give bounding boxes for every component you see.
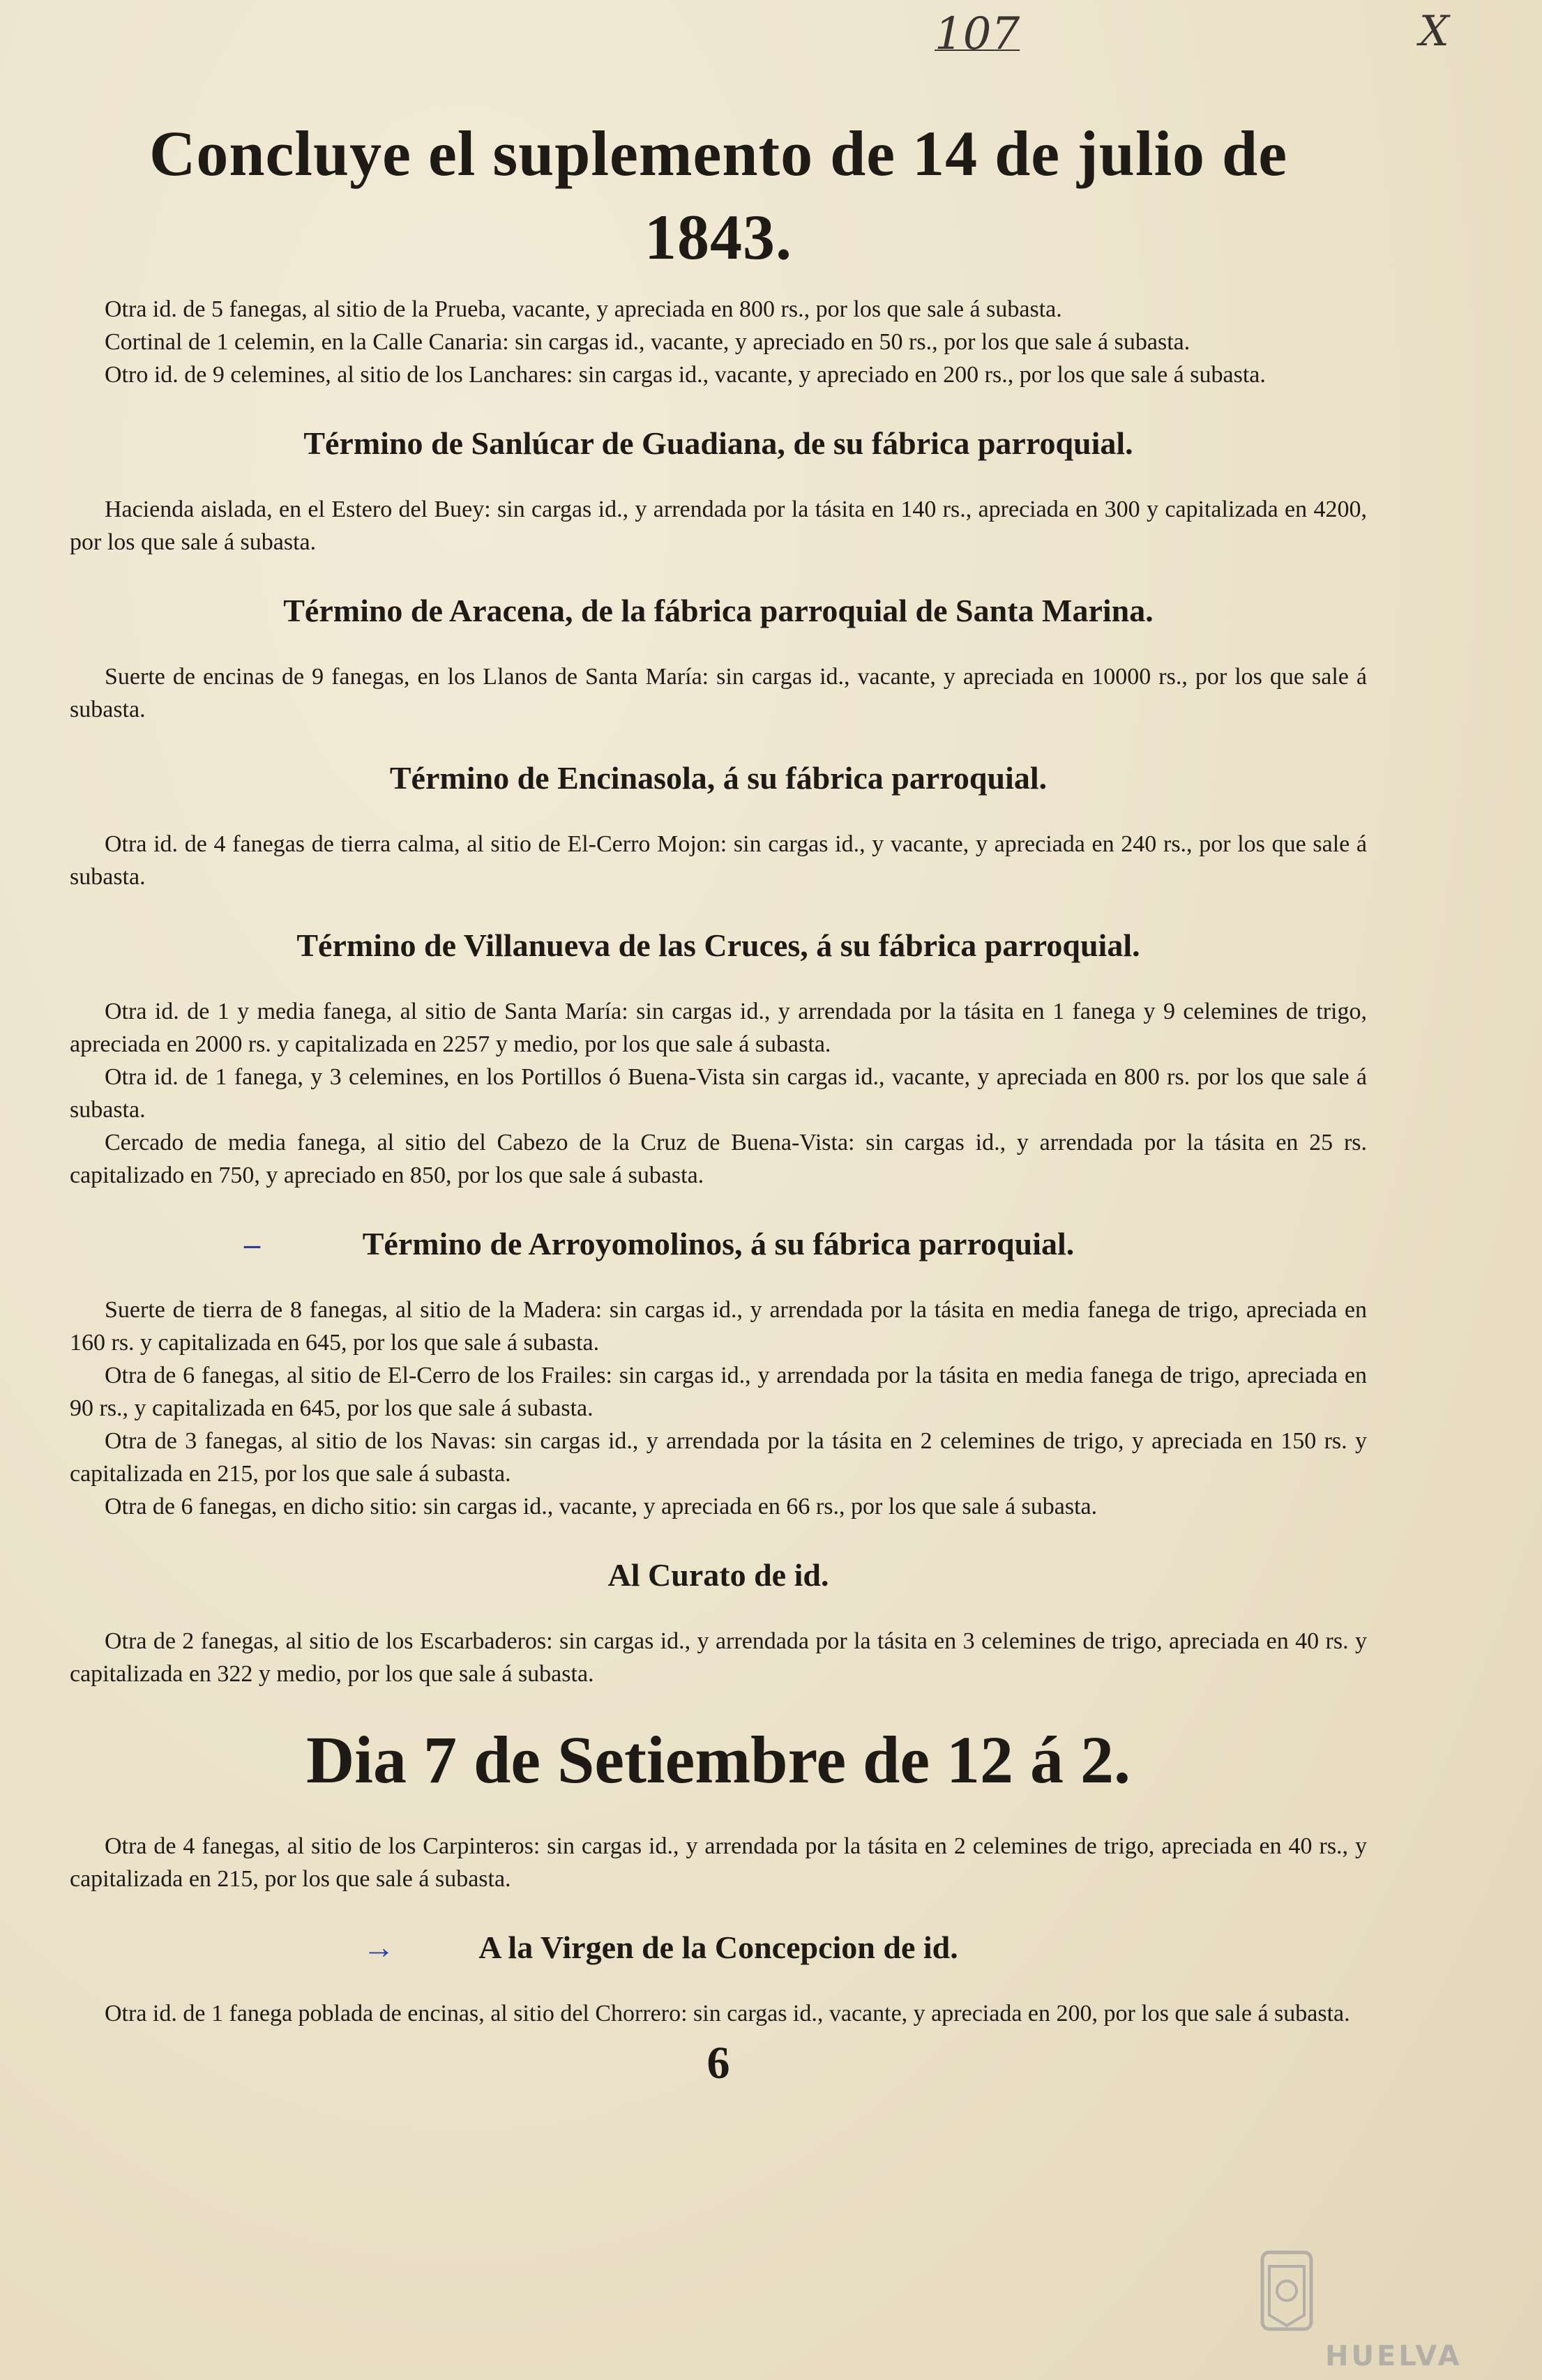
section-heading-text: Término de Arroyomolinos, á su fábrica parroquial. xyxy=(362,1226,1075,1261)
entry-paragraph: Otra de 2 fanegas, al sitio de los Escarbaderos: sin cargas id., y arrendada por la tásita en 3 celemines de trigo, apreciada en 40 rs. y capitalizada en 322 y medio, por los que sale á subasta. xyxy=(70,1628,1367,1687)
entry-paragraph: Otra id. de 4 fanegas de tierra calma, al sitio de El-Cerro Mojon: sin cargas id., y vacante, y apreciada en 240 rs., por los que sale á subasta. xyxy=(70,831,1367,890)
entry-paragraph: Otra id. de 5 fanegas, al sitio de la Prueba, vacante, y apreciada en 800 rs., por los que sale á subasta. xyxy=(105,296,1062,322)
archive-stamp-label: HUELVA xyxy=(1325,2340,1462,2372)
entry-paragraph: Otra de 3 fanegas, al sitio de los Navas: sin cargas id., y arrendada por la tásita en 2 celemines de trigo, y apreciada en 150 rs. y capitalizada en 215, por los que sale á subasta. xyxy=(70,1428,1367,1487)
entry-paragraph: Cercado de media fanega, al sitio del Cabezo de la Cruz de Buena-Vista: sin cargas id., y arrendada por la tásita en 25 rs. capitalizado en 750, y apreciado en 850, por los que sale á subasta. xyxy=(70,1130,1367,1188)
section-heading-encinasola: Término de Encinasola, á su fábrica parroquial. xyxy=(389,760,1048,796)
entry-paragraph: Otra de 6 fanegas, en dicho sitio: sin cargas id., vacante, y apreciada en 66 rs., por los que sale á subasta. xyxy=(105,1494,1098,1519)
section-heading-aracena: Término de Aracena, de la fábrica parroquial de Santa Marina. xyxy=(283,593,1154,628)
entry-paragraph: Otra de 4 fanegas, al sitio de los Carpinteros: sin cargas id., y arrendada por la tásita en 2 celemines de trigo, apreciada en 40 rs., y capitalizada en 215, por los que sale á subasta. xyxy=(70,1833,1367,1892)
section-heading-text: A la Virgen de la Concepcion de id. xyxy=(478,1930,958,1965)
section-heading-sanlucar: Término de Sanlúcar de Guadiana, de su fábrica parroquial. xyxy=(303,425,1133,461)
entry-paragraph: Otra id. de 1 fanega, y 3 celemines, en los Portillos ó Buena-Vista sin cargas id., vacante, y apreciada en 800 rs. por los que sale á subasta. xyxy=(70,1064,1367,1123)
entry-paragraph: Cortinal de 1 celemin, en la Calle Canaria: sin cargas id., vacante, y apreciado en 50 rs., por los que sale á subasta. xyxy=(105,329,1190,355)
page-number: 6 xyxy=(706,2038,730,2089)
entry-paragraph: Otra id. de 1 fanega poblada de encinas, al sitio del Chorrero: sin cargas id., vacante, y apreciada en 200, por los que sale á subasta. xyxy=(105,2001,1350,2026)
intro-entries xyxy=(70,293,1367,391)
handwritten-corner-mark: X xyxy=(1419,7,1449,56)
entry-paragraph: Hacienda aislada, en el Estero del Buey: sin cargas id., y arrendada por la tásita en 140 rs., apreciada en 300 y capitalizada en 4200, por los que sale á subasta. xyxy=(70,497,1367,555)
date-heading: Dia 7 de Setiembre de 12 á 2. xyxy=(305,1722,1131,1797)
entry-paragraph: Suerte de encinas de 9 fanegas, en los Llanos de Santa María: sin cargas id., vacante, y apreciada en 10000 rs., por los que sale á subasta. xyxy=(70,664,1367,722)
section-heading-villanueva: Término de Villanueva de las Cruces, á su fábrica parroquial. xyxy=(296,927,1140,963)
section-heading-curato: Al Curato de id. xyxy=(607,1557,829,1593)
handwritten-page-reference: 107 xyxy=(935,8,1020,60)
entry-paragraph: Otro id. de 9 celemines, al sitio de los Lanchares: sin cargas id., vacante, y apreciado en 200 rs., por los que sale á subasta. xyxy=(105,362,1266,388)
section-heading-virgen xyxy=(70,1923,1367,1972)
section-heading-arroyomolinos xyxy=(70,1220,1367,1268)
entry-paragraph: Otra de 6 fanegas, al sitio de El-Cerro de los Frailes: sin cargas id., y arrendada por la tásita en media fanega de trigo, apreciada en 90 rs., y capitalizada en 645, por los que sale á subasta. xyxy=(70,1363,1367,1421)
document-title: Concluye el suplemento de 14 de julio de 1843. xyxy=(149,118,1288,273)
arrow-marker: → xyxy=(363,1930,395,1965)
document-page xyxy=(70,112,1367,2090)
entry-paragraph: Otra id. de 1 y media fanega, al sitio de Santa María: sin cargas id., y arrendada por la tásita en 1 fanega y 9 celemines de trigo, apreciada en 2000 rs. y capitalizada en 2257 y medio, por los que sale á subasta. xyxy=(70,999,1367,1057)
dash-marker: – xyxy=(244,1226,260,1261)
entry-paragraph: Suerte de tierra de 8 fanegas, al sitio de la Madera: sin cargas id., y arrendada por la tásita en media fanega de trigo, apreciada en 160 rs. y capitalizada en 645, por los que sale á subasta. xyxy=(70,1297,1367,1356)
